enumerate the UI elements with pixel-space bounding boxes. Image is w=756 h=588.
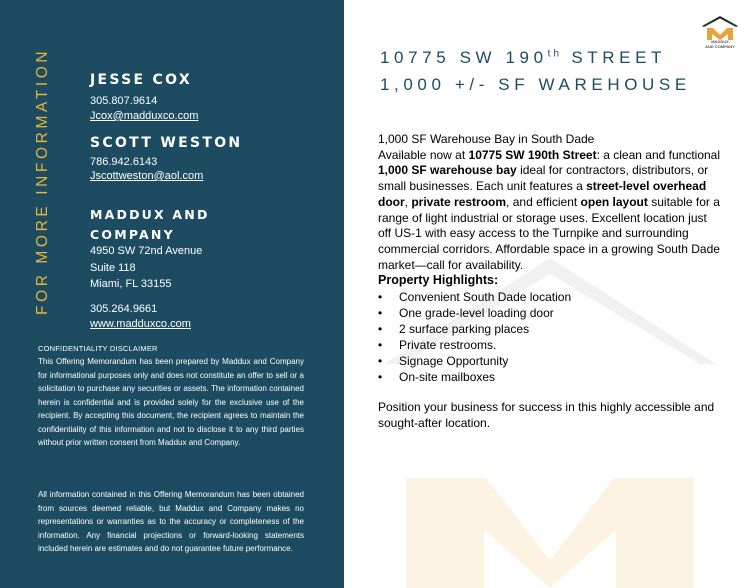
disclaimer-paragraph-2: All information contained in this Offering Memorandum has been obtained from sources deemed reliable, but Maddux and Company makes no representations or warranties as to the accuracy or completeness of the information. Any financial projections or forward-looking statements included herein are estimates and do not guarantee future performance.: [38, 490, 304, 553]
disclaimer-paragraph-1: This Offering Memorandum has been prepared by Maddux and Company for informational purposes only and does not constitute an offer to sell or a solicitation to purchase any securities or assets. The information contained herein is confidential and is provided solely for the exclusive use of the recipient. By accepting this document, the recipient agrees to maintain the confidentiality of this information and not to disclose it to any third parties without prior written consent from Maddux and Company.: [38, 357, 304, 447]
highlights-list: [378, 289, 723, 385]
contact-phone-jesse-cox: 305.807.9614: [90, 95, 158, 107]
desc-bold-door: street-level overhead door: [378, 179, 707, 209]
contact-name-jesse-cox: JESSE COX: [90, 72, 192, 88]
desc-text: , and efficient: [506, 194, 581, 209]
highlights-title: Property Highlights:: [378, 273, 499, 288]
listing-description: [378, 148, 723, 274]
title-address-part: 10775 SW 190: [380, 48, 548, 67]
company-website-link[interactable]: www.madduxco.com: [90, 318, 191, 330]
company-address-line3: Miami, FL 33155: [90, 278, 172, 290]
company-address-line2: Suite 118: [90, 262, 136, 274]
listing-content: [378, 132, 723, 431]
title-street-part: STREET: [562, 48, 667, 67]
desc-text: : a clean and functional: [596, 147, 720, 162]
closing-paragraph: Position your business for success in this highly accessible and sought-after location.: [378, 400, 715, 430]
contact-email-jesse-cox[interactable]: Jcox@madduxco.com: [90, 110, 199, 122]
logo-wordmark-line2: AND COMPANY: [705, 43, 735, 49]
list-item: • Convenient South Dade location: [378, 289, 723, 305]
property-address-title: [380, 48, 666, 68]
desc-text: Available now at: [378, 147, 469, 162]
title-ordinal-suffix: th: [547, 48, 563, 60]
listing-headline: 1,000 SF Warehouse Bay in South Dade: [378, 132, 595, 146]
company-name-line1: MADDUX AND: [90, 207, 210, 222]
desc-bold-restroom: private restroom: [411, 194, 507, 209]
contact-panel: [0, 0, 344, 588]
list-item: • On-site mailboxes: [378, 369, 723, 385]
company-phone: 305.264.9661: [90, 303, 158, 315]
list-item: • Signage Opportunity: [378, 353, 723, 369]
property-size-title: 1,000 +/- SF WAREHOUSE: [380, 75, 691, 94]
list-item: • One grade-level loading door: [378, 305, 723, 321]
contact-phone-scott-weston: 786.942.6143: [90, 156, 158, 168]
desc-text: ideal for contractors, distributors, or small businesses. Each unit features a: [378, 163, 709, 194]
desc-bold-layout: open layout: [580, 194, 648, 209]
list-item: • Private restrooms.: [378, 337, 723, 353]
for-more-information-label: FOR MORE INFORMATION: [34, 47, 51, 315]
disclaimer-title: CONFIDENTIALITY DISCLAIMER: [38, 344, 158, 353]
contact-email-scott-weston[interactable]: Jscottweston@aol.com: [90, 170, 204, 182]
desc-text: ,: [404, 194, 412, 209]
company-address-line1: 4950 SW 72nd Avenue: [90, 245, 203, 257]
desc-bold-address: 10775 SW 190th Street: [468, 147, 597, 162]
list-item: • 2 surface parking places: [378, 321, 723, 337]
contact-name-scott-weston: SCOTT WESTON: [90, 135, 243, 151]
desc-text: suitable for a range of light industrial or storage uses. Excellent location just off US-1 with easy access to the Turnpike and surrounding commercial corridors. Affordable space in a growing South Dade market—call for availability.: [378, 194, 720, 272]
logo-wordmark: [700, 40, 740, 49]
desc-bold-size: 1,000 SF warehouse bay: [378, 163, 517, 178]
company-name: [90, 205, 270, 245]
company-name-line2: COMPANY: [90, 227, 175, 242]
logo-wordmark-line1: MADDUX: [711, 39, 729, 44]
